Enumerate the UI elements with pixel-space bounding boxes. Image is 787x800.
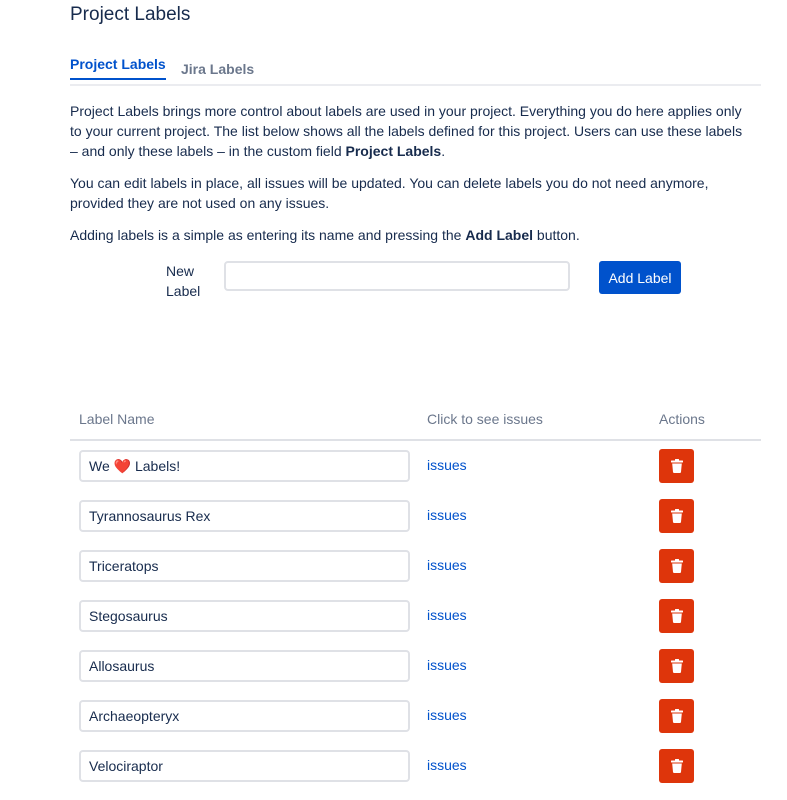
label-name-input[interactable] [79,550,410,582]
delete-label-button[interactable] [659,599,694,633]
description-paragraph-2: You can edit labels in place, all issues will be updated. You can delete labels you do not need anymore, provided they are not used on any issues. [70,175,709,211]
table-row [70,750,761,800]
page-title: Project Labels [70,4,191,25]
issues-link[interactable]: issues [427,607,467,623]
add-label-button[interactable]: Add Label [599,261,681,294]
issues-link[interactable]: issues [427,507,467,523]
tab-bar [70,56,761,86]
issues-link[interactable]: issues [427,757,467,773]
description-text: Adding labels is a simple as entering its name and pressing the [70,227,466,243]
new-label-input[interactable] [224,261,570,291]
label-name-input[interactable] [79,450,410,482]
description-paragraph-1 [70,101,750,161]
label-name-input[interactable] [79,600,410,632]
label-name-input[interactable] [79,750,410,782]
issues-link[interactable]: issues [427,457,467,473]
trash-icon [671,709,683,723]
delete-label-button[interactable] [659,499,694,533]
label-name-input[interactable] [79,650,410,682]
issues-link[interactable]: issues [427,557,467,573]
issues-link[interactable]: issues [427,657,467,673]
trash-icon [671,509,683,523]
new-label-label: New Label [166,263,201,299]
table-row [70,600,761,650]
delete-label-button[interactable] [659,449,694,483]
delete-label-button[interactable] [659,549,694,583]
label-name-input[interactable] [79,700,410,732]
trash-icon [671,659,683,673]
label-name-input[interactable] [79,500,410,532]
tab-jira-labels[interactable]: Jira Labels [181,61,255,77]
trash-icon [671,759,683,773]
delete-label-button[interactable] [659,749,694,783]
trash-icon [671,609,683,623]
description-end: . [441,143,446,159]
trash-icon [671,559,683,573]
description-end: button. [533,227,580,243]
delete-label-button[interactable] [659,649,694,683]
trash-icon [671,459,683,473]
header-actions: Actions [659,411,705,427]
tab-project-labels[interactable]: Project Labels [70,56,166,80]
description-bold: Project Labels [345,143,442,159]
table-row [70,650,761,700]
table-row [70,700,761,750]
header-label-name: Label Name [79,411,155,427]
description-bold: Add Label [465,227,534,243]
header-issues: Click to see issues [427,411,543,427]
table-row [70,450,761,500]
table-row [70,500,761,550]
issues-link[interactable]: issues [427,707,467,723]
table-header [70,404,761,441]
description-paragraph-3 [70,225,750,245]
table-row [70,550,761,600]
description-text: Project Labels brings more control about labels are used in your project. Everything you do here applies only to your current project. The list below shows all the labels defined for this project. Users can use these labels – and only these labels – in the custom field [70,103,743,159]
delete-label-button[interactable] [659,699,694,733]
